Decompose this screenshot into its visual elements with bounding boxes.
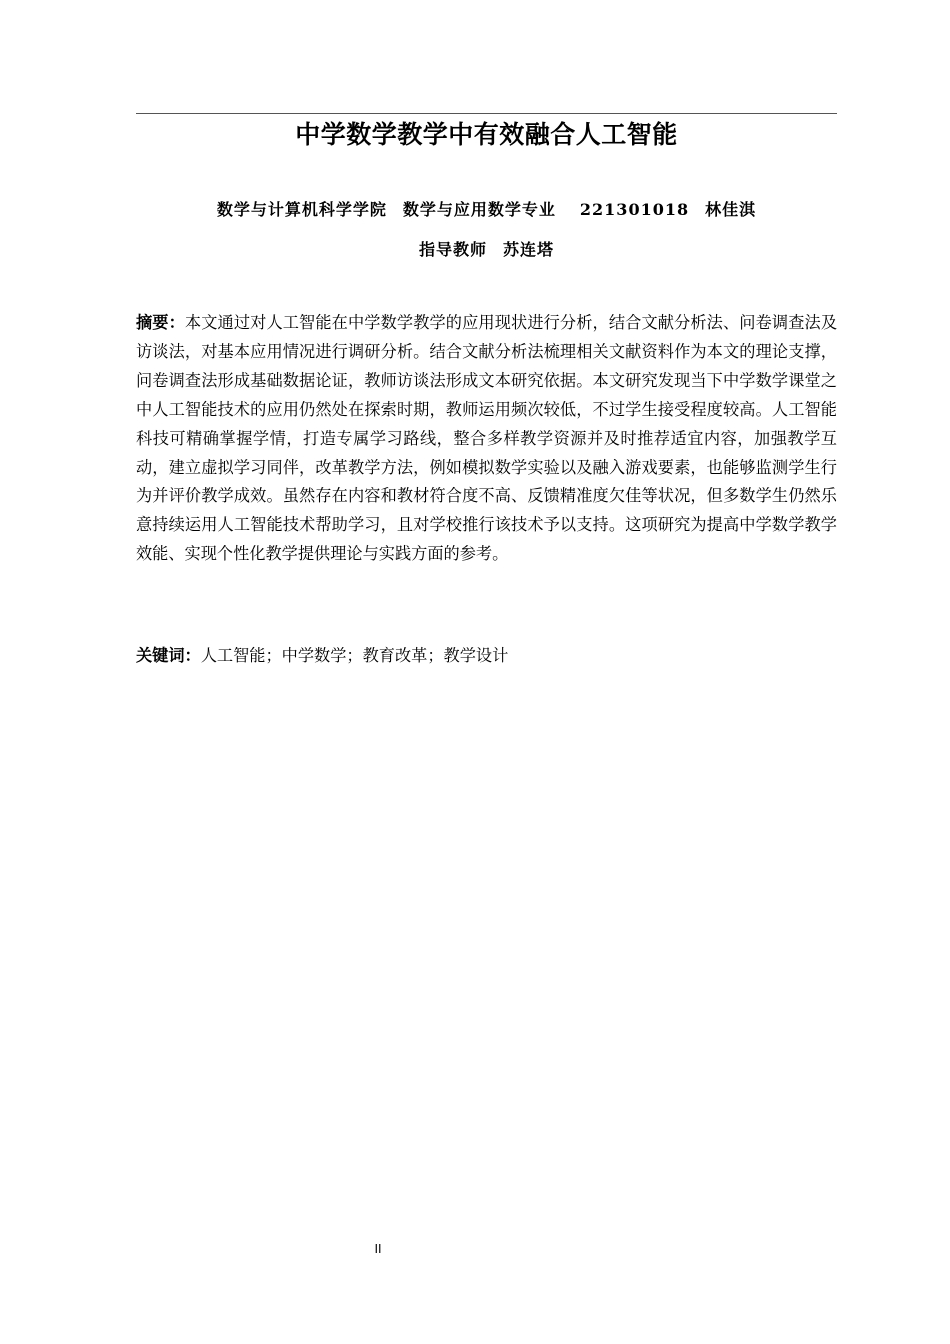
keywords-label: 关键词： bbox=[136, 646, 201, 665]
keywords-line bbox=[136, 642, 837, 670]
student-id: 221301018 bbox=[579, 200, 690, 219]
student-name: 林佳淇 bbox=[705, 200, 757, 219]
paper-title: 中学数学教学中有效融合人工智能 bbox=[295, 120, 678, 149]
abstract-text: 本文通过对人工智能在中学数学教学的应用现状进行分析，结合文献分析法、问卷调查法及访谈法，对基本应用情况进行调研分析。结合文献分析法梳理相关文献资料作为本文的理论支撑，问卷调查法形成基础数据论证，教师访谈法形成文本研究依据。本文研究发现当下中学数学课堂之中人工智能技术的应用仍然处在探索时期，教师运用频次较低，不过学生接受程度较高。人工智能科技可精确掌握学情，打造专属学习路线，整合多样教学资源并及时推荐适宜内容，加强教学互动，建立虚拟学习同伴，改革教学方法，例如模拟数学实验以及融入游戏要素，也能够监测学生行为并评价教学成效。虽然存在内容和教材符合度不高、反馈精准度欠佳等状况，但多数学生仍然乐意持续运用人工智能技术帮助学习，且对学校推行该技术予以支持。这项研究为提高中学数学教学效能、实现个性化教学提供理论与实践方面的参考。 bbox=[136, 313, 838, 564]
advisor-label: 指导教师 bbox=[418, 240, 487, 259]
header-rule bbox=[136, 113, 837, 114]
author-line bbox=[136, 198, 837, 222]
major-name: 数学与应用数学专业 bbox=[402, 200, 556, 219]
keywords-text: 人工智能；中学数学；教育改革；教学设计 bbox=[200, 646, 509, 665]
college-name: 数学与计算机科学学院 bbox=[216, 200, 387, 219]
page-number: II bbox=[374, 1242, 382, 1256]
advisor-name: 苏连塔 bbox=[503, 240, 555, 259]
abstract-paragraph bbox=[136, 309, 837, 569]
abstract-label: 摘要： bbox=[136, 313, 185, 332]
advisor-line bbox=[136, 238, 837, 262]
